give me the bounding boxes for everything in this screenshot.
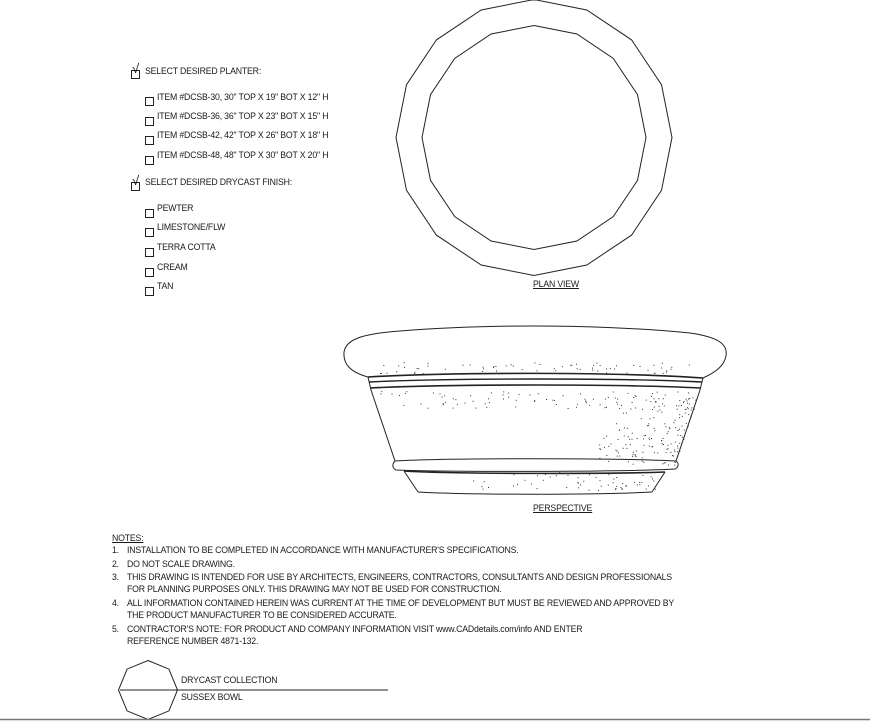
finish-option-label: TERRA COTTA — [157, 242, 216, 253]
plan-view-outer-outline — [396, 0, 672, 276]
finish-checkbox-terra-cotta[interactable] — [145, 248, 154, 257]
note-text: THE PRODUCT MANUFACTURER TO BE CONSIDERED ACCURATE. — [127, 610, 397, 621]
planter-heading: SELECT DESIRED PLANTER: — [145, 66, 262, 77]
note-number: 2. — [112, 559, 119, 570]
finish-option-label: CREAM — [157, 262, 188, 273]
planter-option-label: ITEM #DCSB-36, 36" TOP X 23" BOT X 15" H — [157, 111, 329, 122]
bowl-rim — [344, 326, 726, 378]
bowl-band-1 — [368, 373, 703, 378]
planter-option-label: ITEM #DCSB-42, 42" TOP X 26" BOT X 18" H — [157, 130, 329, 141]
planter-checkbox-dcsb-42[interactable] — [145, 136, 154, 145]
check-mark-icon: √ — [132, 61, 140, 76]
planter-checkbox-dcsb-30[interactable] — [145, 97, 154, 106]
finish-checkbox-tan[interactable] — [145, 287, 154, 296]
note-text: CONTRACTOR'S NOTE: FOR PRODUCT AND COMPANY INFORMATION VISIT www.CADdetails.com/info AND ENTER — [127, 624, 583, 635]
perspective-bowl — [344, 326, 726, 494]
note-text: REFERENCE NUMBER 4871-132. — [127, 636, 259, 647]
plan-view-label: PLAN VIEW — [533, 279, 579, 290]
note-number: 4. — [112, 598, 119, 609]
note-text: DO NOT SCALE DRAWING. — [127, 559, 235, 570]
plan-view-inner-outline — [422, 26, 646, 250]
note-text: THIS DRAWING IS INTENDED FOR USE BY ARCHITECTS, ENGINEERS, CONTRACTORS, CONSULTANTS AND DESIGN PROFESSIONALS — [127, 572, 672, 583]
note-text: ALL INFORMATION CONTAINED HEREIN WAS CURRENT AT THE TIME OF DEVELOPMENT BUT MUST BE REVIEWED AND APPROVED BY — [127, 598, 675, 609]
notes-heading: NOTES: — [112, 533, 144, 544]
perspective-label: PERSPECTIVE — [533, 503, 593, 514]
bowl-band-2 — [369, 379, 702, 382]
finish-checkbox-pewter[interactable] — [145, 209, 154, 218]
product-name: SUSSEX BOWL — [181, 692, 243, 703]
planter-option-label: ITEM #DCSB-30, 30" TOP X 19" BOT X 12" H — [157, 92, 329, 103]
note-number: 3. — [112, 572, 119, 583]
bowl-base-right — [652, 472, 665, 492]
finish-option-label: TAN — [157, 281, 174, 292]
planter-checkbox-dcsb-36[interactable] — [145, 117, 154, 126]
planter-checkbox-dcsb-48[interactable] — [145, 156, 154, 165]
note-text: FOR PLANNING PURPOSES ONLY. THIS DRAWING MAY NOT BE USED FOR CONSTRUCTION. — [127, 584, 502, 595]
bowl-base-left — [404, 471, 418, 492]
note-number: 5. — [112, 624, 119, 635]
finish-heading: SELECT DESIRED DRYCAST FINISH: — [145, 177, 292, 188]
check-mark-icon: √ — [132, 173, 140, 188]
note-number: 1. — [112, 545, 119, 556]
bowl-base-bottom — [418, 492, 652, 494]
finish-checkbox-limestone[interactable] — [145, 228, 154, 237]
bowl-body-left — [371, 390, 395, 461]
note-text: INSTALLATION TO BE COMPLETED IN ACCORDANCE WITH MANUFACTURER'S SPECIFICATIONS. — [127, 545, 519, 556]
bowl-foot-ring — [393, 459, 678, 472]
finish-option-label: PEWTER — [157, 203, 194, 214]
planter-option-label: ITEM #DCSB-48, 48" TOP X 30" BOT X 20" H — [157, 150, 329, 161]
bowl-band-3 — [370, 385, 700, 388]
finish-option-label: LIMESTONE/FLW — [157, 222, 226, 233]
finish-checkbox-cream[interactable] — [145, 268, 154, 277]
collection-name: DRYCAST COLLECTION — [181, 675, 278, 686]
